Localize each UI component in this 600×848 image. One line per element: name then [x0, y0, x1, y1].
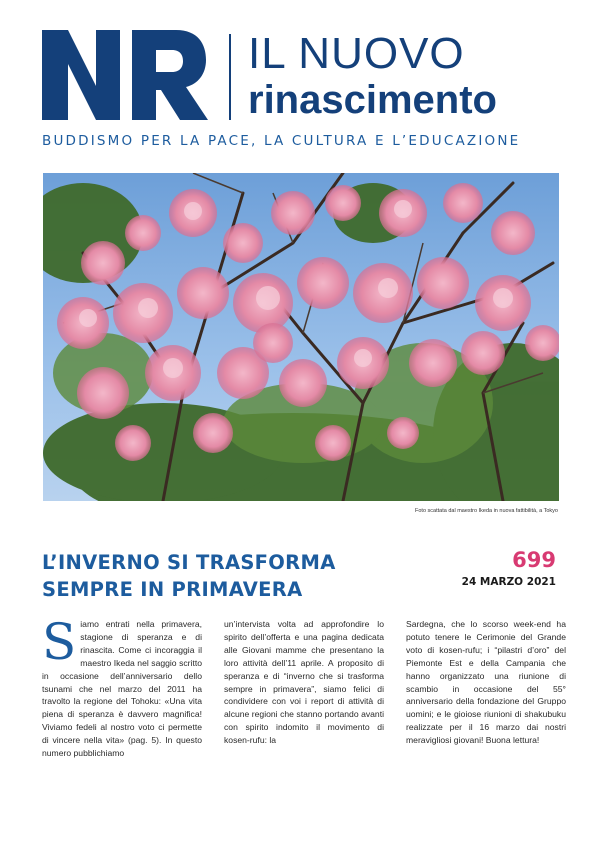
article-column-1 [42, 613, 202, 760]
headline-line2: SEMPRE IN PRIMAVERA [42, 578, 303, 601]
logo-divider [229, 34, 231, 120]
brand-title [248, 29, 497, 122]
column-2-text: un’intervista volta ad approfondire lo spirito dell’offerta e una pagina dedicata alle Giovani mamme che presentano la loro attività dell’11 aprile. A proposito di speranza e di “inverno che si trasforma sempre in primavera”, siamo felici di condividere con voi i report di attività di alcune regioni che stanno portando avanti con spirito indomito il movimento di kosen-rufu: la [224, 619, 384, 746]
issue-number: 699 [512, 548, 556, 572]
column-3-text: Sardegna, che lo scorso week-end ha potuto tenere le Cerimonie del Grande voto di kosen-rufu; i “pilastri d’oro” del Piemonte Est e della Campania che hanno organizzato una riunione di scambio in occasione del 55° anniversario della fondazione del Gruppo uomini; e le gioiose riunioni di shakubuku realizzate per il 16 marzo dai nostri meravigliosi giovani! Buona lettura! [406, 619, 566, 746]
article-body [42, 613, 566, 818]
article-column-3 [406, 618, 566, 747]
tagline: BUDDISMO PER LA PACE, LA CULTURA E L’EDUCAZIONE [42, 133, 521, 149]
cover-photo [43, 173, 559, 501]
brand-title-line1: IL NUOVO [248, 29, 465, 78]
headline-line1: L’INVERNO SI TRASFORMA [42, 551, 336, 574]
article-column-2 [224, 618, 384, 747]
brand-title-line2: rinascimento [248, 78, 497, 122]
column-1-text: iamo entrati nella primavera, stagione di speranza e di rinascita. Come ci incoraggia il maestro Ikeda nel saggio scritto in occasione dell’anniversario dello tsunami che nel marzo del 2011 ha travolto la regione del Tohoku: «Una vita piena di speranza è davvero magnifica! Viviamo fedeli al nostro voto ci permette di vincere nella vita» (pag. 5). In questo numero pubblichiamo [42, 619, 202, 759]
drop-cap: S [42, 613, 77, 671]
cherry-blossom-image [43, 173, 559, 501]
nr-logo [40, 28, 210, 124]
photo-credit: Foto scattata dal maestro Ikeda in nuova fattibilità, a Tokyo [415, 508, 558, 514]
headline [42, 549, 422, 603]
issue-date: 24 MARZO 2021 [461, 576, 556, 588]
